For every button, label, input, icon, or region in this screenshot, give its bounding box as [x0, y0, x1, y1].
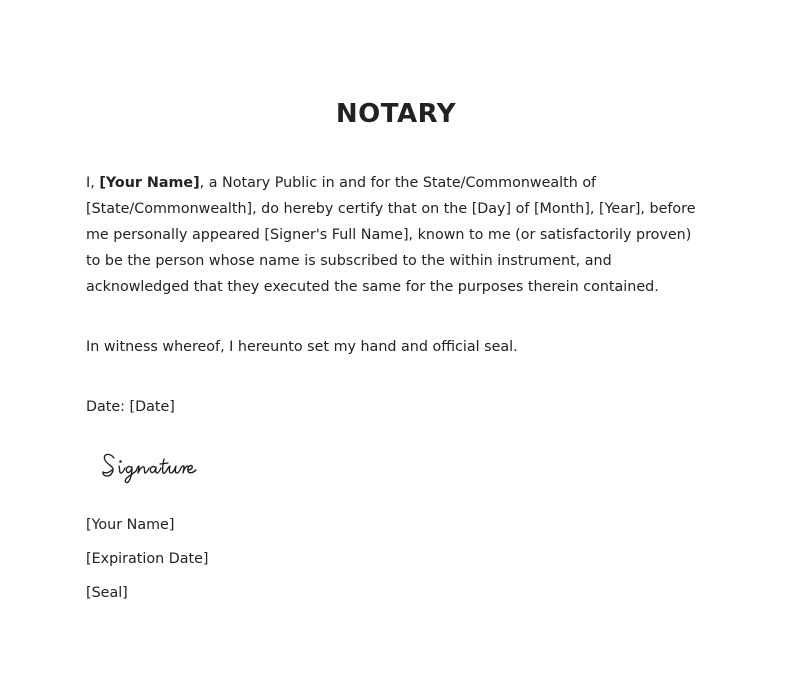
witness-statement: In witness whereof, I hereunto set my hand and official seal. [86, 339, 518, 355]
expiration-date-placeholder: [Expiration Date] [86, 551, 209, 567]
certificate-paragraph [86, 170, 708, 300]
certificate-intro: I, [86, 175, 100, 191]
document-title: NOTARY [335, 99, 457, 129]
signer-name-placeholder: [Your Name] [86, 517, 175, 533]
certificate-body: , a Notary Public in and for the State/Commonwealth of [State/Commonwealth], do hereby certify that on the [Day] of [Month], [Year], before me personally appeared [Signer's Full Name], known to me (or satisfactorily proven) to be the person whose name is subscribed to the within instrument, and acknowledged that they executed the same for the purposes therein contained. [86, 175, 696, 295]
notary-name-placeholder: [Your Name] [99, 175, 200, 191]
signature-image [100, 444, 220, 484]
seal-placeholder: [Seal] [86, 585, 128, 601]
date-line: Date: [Date] [86, 399, 175, 415]
